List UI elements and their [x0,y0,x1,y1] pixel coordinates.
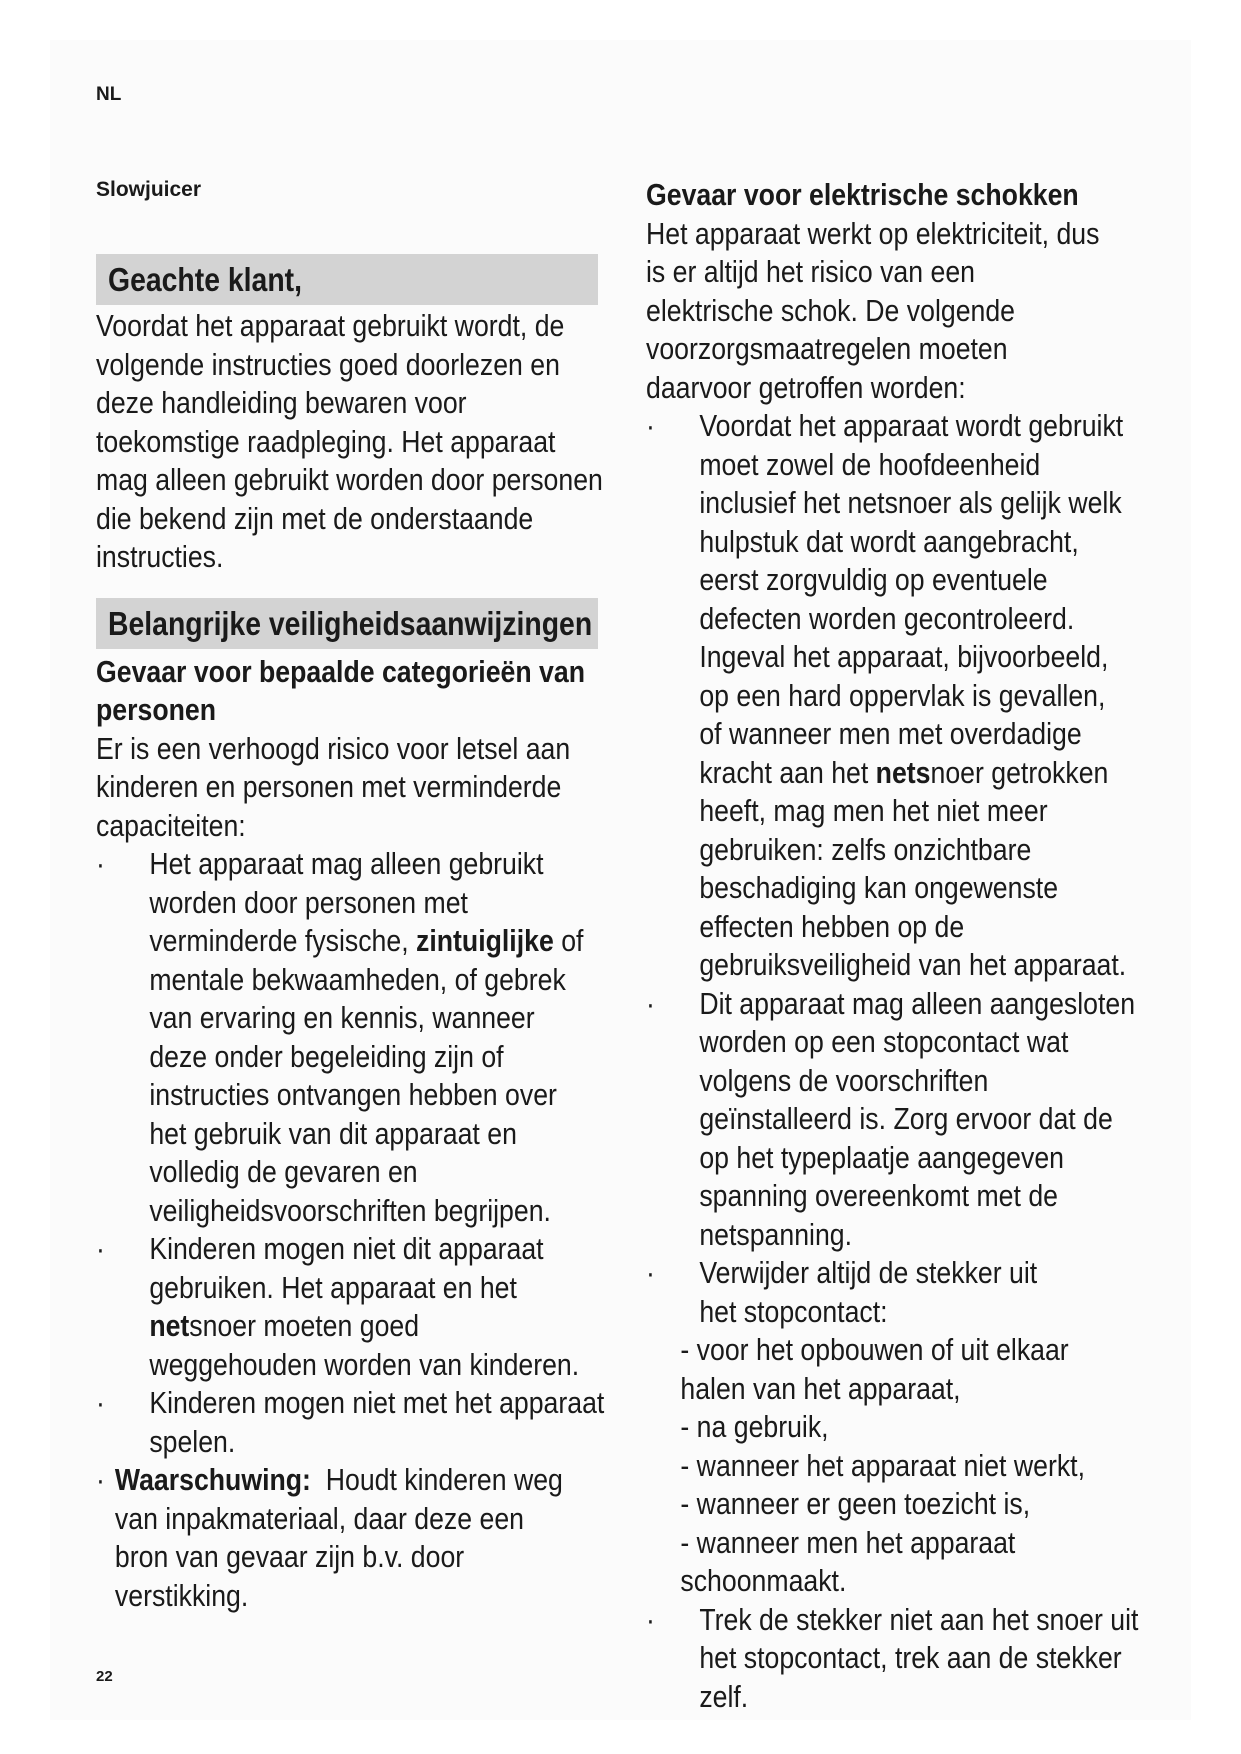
bullet-dot: · [646,985,655,1021]
list-item [646,1254,1061,1331]
list-item [96,1230,592,1384]
list-item-text-part: Het apparaat mag alleen gebruikt worden door personen met verminderde fysische, [149,846,544,958]
list-item-text [665,407,1129,985]
list-item [646,407,1129,985]
list-item-text: Kinderen mogen niet met het apparaat spelen. [149,1385,605,1459]
list-item [646,985,1142,1255]
list-item-text [115,1230,592,1384]
page-number: 22 [96,1668,113,1685]
list-item-text [115,845,592,1230]
product-name: Slowjuicer [96,178,202,201]
list-item-bold: nets [875,754,931,790]
list-item-text-part: Voordat het apparaat wordt gebruikt moet zowel de hoofdeenheid inclusief het netsnoer als gelijk welk hulpstuk dat wordt aangebracht, eerst zorgvuldig op eventuele defecten worden gecontroleerd. Ingeval het apparaat, bijvoorbeeld, op een hard oppervlak is gevallen, of wanneer men met overdadige kracht aan het [699,408,1124,790]
list-item [96,1384,614,1461]
list-item [96,1461,579,1615]
safety-heading: Belangrijke veiligheidsaanwijzingen [108,604,593,642]
dash-item: - wanneer het apparaat niet werkt, [680,1447,1085,1483]
list-item-text: Verwijder altijd de stekker uit het stopcontact: [699,1255,1038,1329]
shock-paragraph: Het apparaat werkt op elektriciteit, dus is er altijd het risico van een elektrische schok. De volgende voorzorgsmaatregelen moeten daarvoor getroffen worden: [646,215,1100,405]
list-item-text-part: of mentale bekwaamheden, of gebrek van ervaring en kennis, wanneer deze onder begeleiding zijn of instructies ontvangen hebben over het gebruik van dit apparaat en volledig de gevaren en veiligheidsvoorschriften begrijpen. [149,923,584,1228]
list-item-bold: net [149,1308,190,1343]
greeting-heading-band [96,254,598,305]
list-item-text [115,1461,579,1615]
danger-heading: Gevaar voor bepaalde categorieën van personen [96,653,585,727]
list-item-text: Trek de stekker niet aan het snoer uit het stopcontact, trek aan de stekker zelf. [699,1601,1139,1714]
shock-heading: Gevaar voor elektrische schokken [646,177,1079,212]
bullet-dot: · [96,1385,105,1420]
dash-item: - wanneer men het apparaat schoonmaakt. [680,1524,1016,1598]
bullet-dot: · [646,1601,655,1637]
safety-heading-band [96,598,598,649]
list-item [646,1601,1147,1717]
bullet-dot: · [646,408,655,443]
warning-label: Waarschuwing: [114,1462,311,1497]
bullet-dot: · [96,846,105,881]
greeting-heading: Geachte klant, [108,261,303,298]
dash-item: - wanneer er geen toezicht is, [680,1486,1031,1521]
left-column [96,254,626,1615]
dash-item: - na gebruik, [680,1409,829,1444]
dash-item: - voor het opbouwen of uit elkaar halen van het apparaat, [680,1332,1069,1406]
bullet-dot: · [646,1255,655,1290]
list-item-text-part: snoer moeten goed weggehouden worden van kinderen. [149,1308,580,1382]
bullet-dot: · [96,1231,105,1266]
bullet-dot: · [96,1462,105,1497]
right-column [646,176,1201,1716]
list-item-text-part: Houdt kinderen weg van inpakmateriaal, daar deze een bron van gevaar zijn b.v. door verstikking. [114,1462,571,1613]
list-item-text-part: noer getrokken heeft, mag men het niet meer gebruiken: zelfs onzichtbare beschadiging kan ongewenste effecten hebben op de gebruiksveiligheid van het apparaat. [699,754,1127,982]
list-item-text: Dit apparaat mag alleen aangesloten worden op een stopcontact wat volgens de voorschriften geïnstalleerd is. Zorg ervoor dat de op het typeplaatje aangegeven spanning overeenkomt met de netspanning. [699,985,1136,1252]
language-code: NL [96,84,122,105]
list-item [96,845,592,1230]
list-item-bold: zintuiglijke [416,923,554,958]
list-item-text-part: Kinderen mogen niet dit apparaat gebruiken. Het apparaat en het [149,1231,544,1305]
danger-paragraph: Er is een verhoogd risico voor letsel aan kinderen en personen met verminderde capaciteiten: [96,730,571,843]
intro-paragraph: Voordat het apparaat gebruikt wordt, de volgende instructies goed doorlezen en deze handleiding bewaren voor toekomstige raadpleging. Het apparaat mag alleen gebruikt worden door personen die bekend zijn met de onderstaande instructies. [96,308,603,574]
